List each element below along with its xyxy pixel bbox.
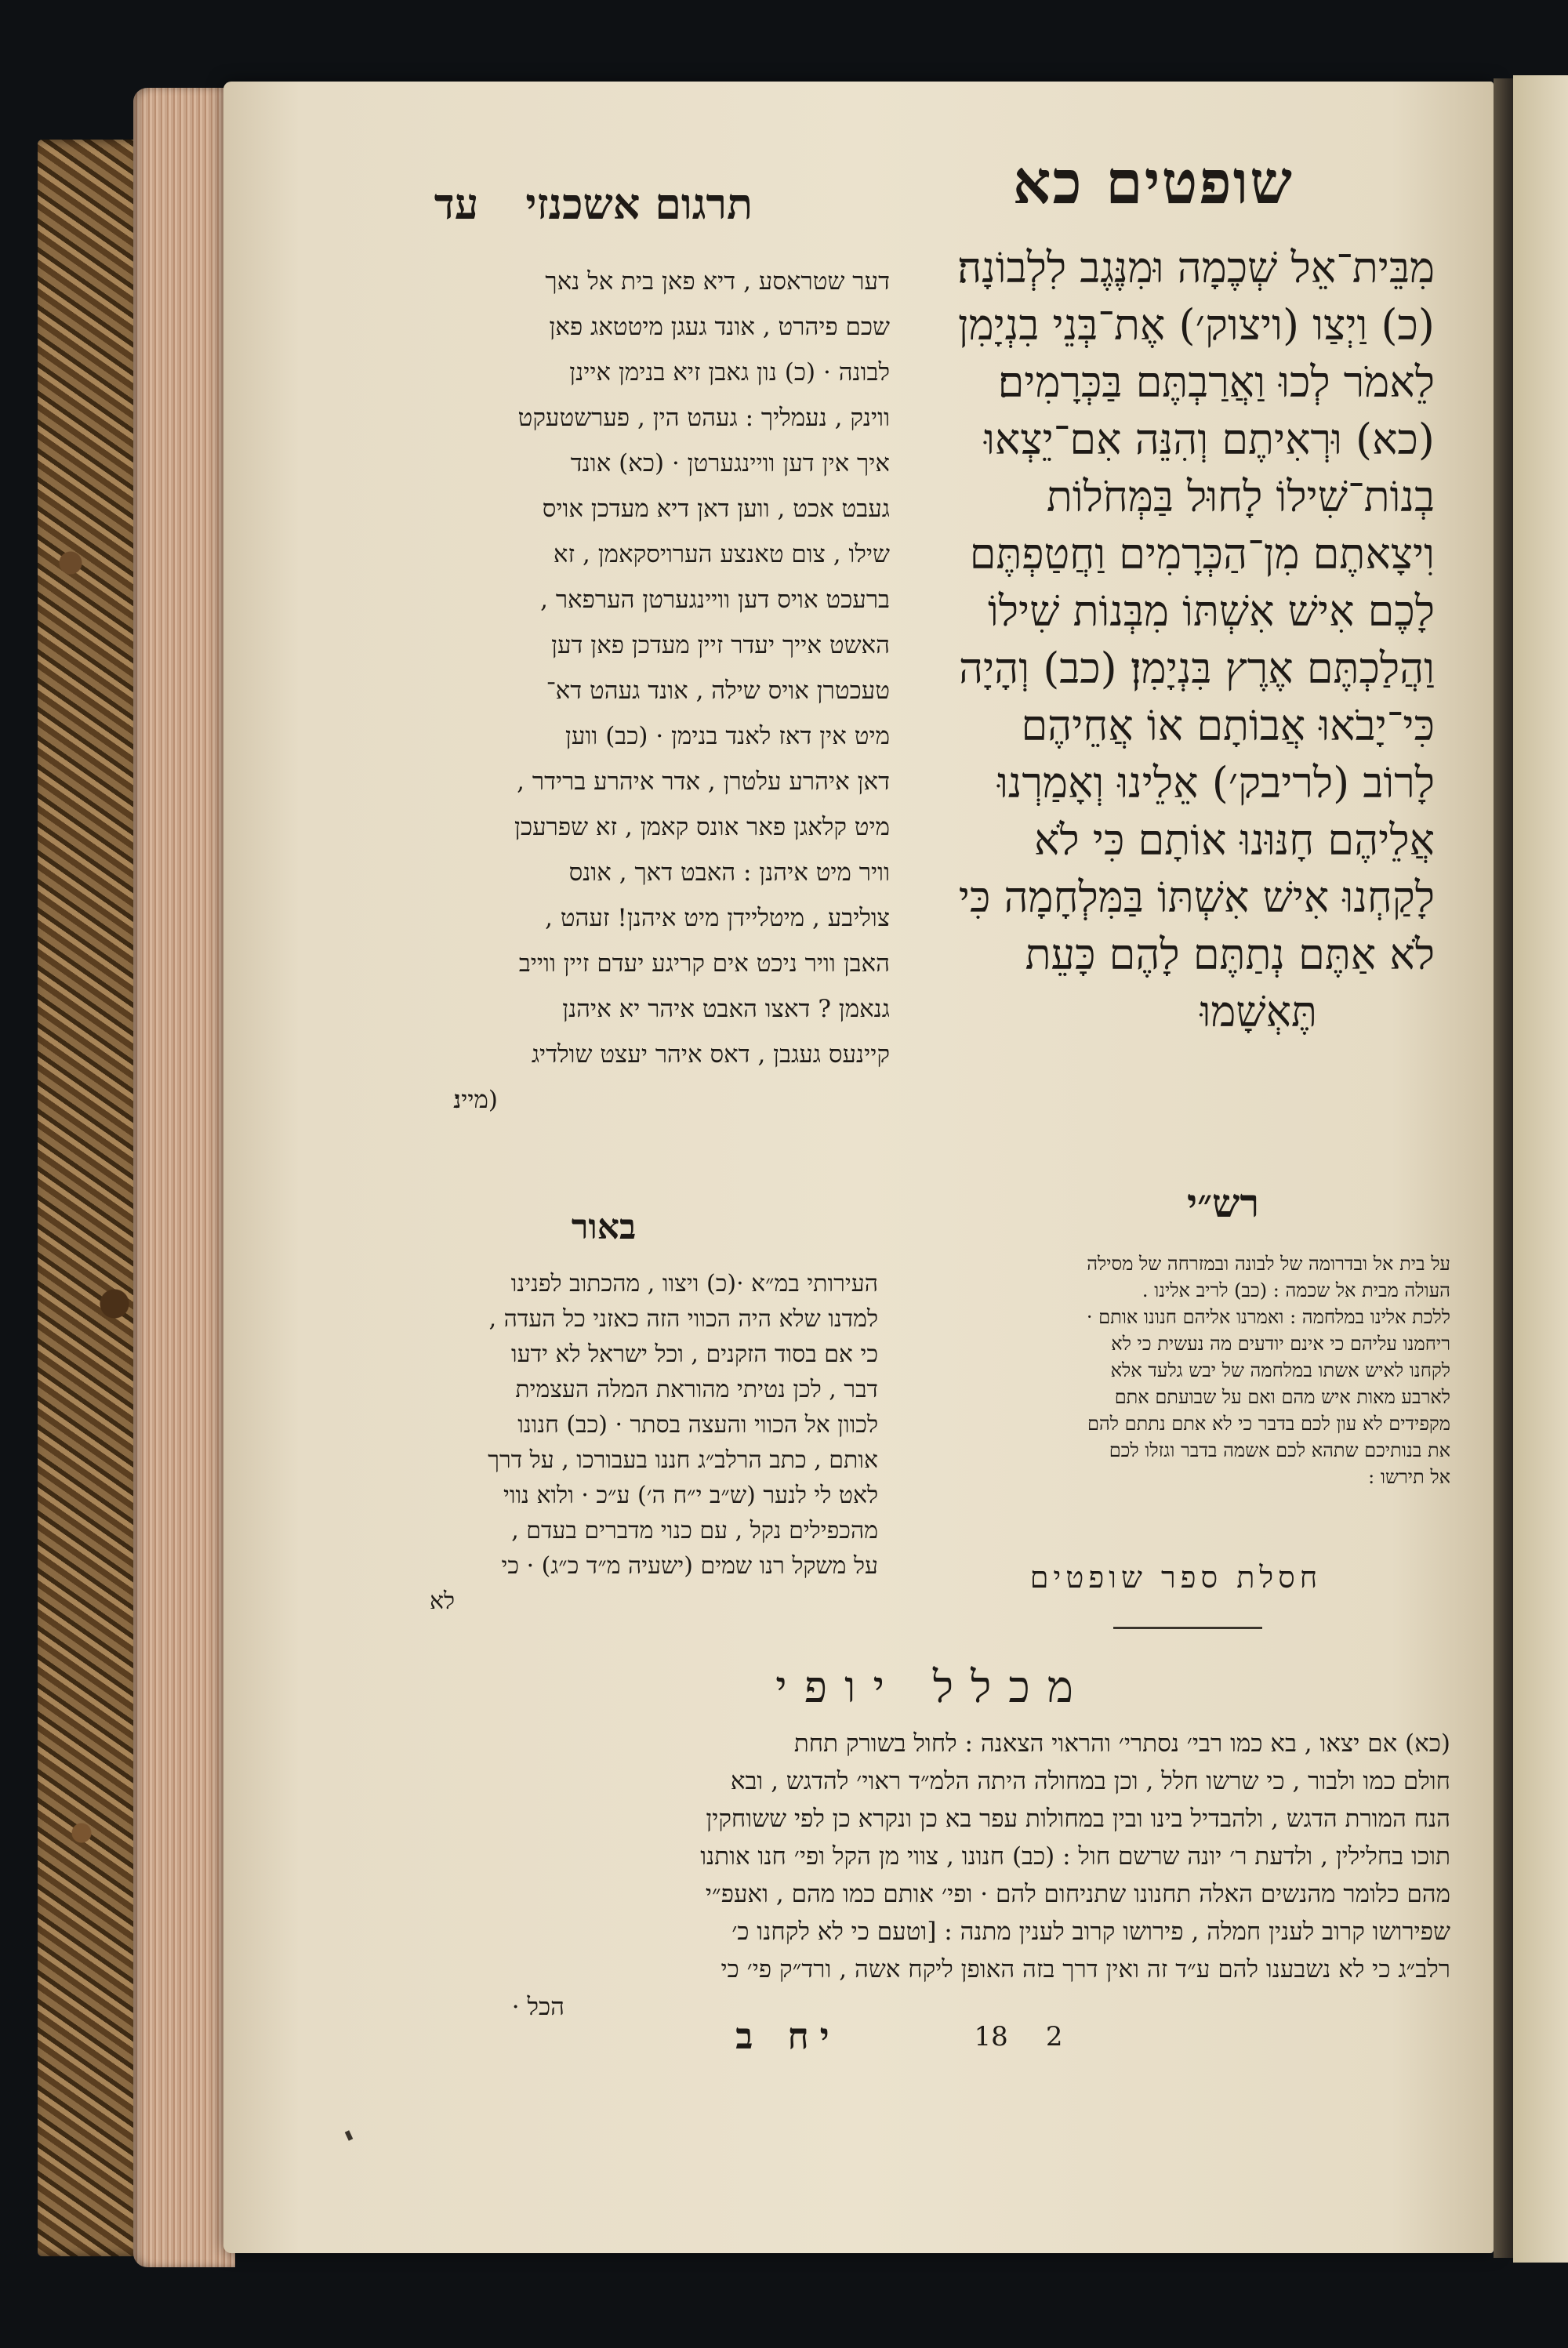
translation-line: וויר מיט איהנן : האבט דאך , אונס	[568, 858, 890, 887]
translation-line: געבט אכט , ווען דאן דיא מעדכן אויס	[542, 495, 890, 523]
mikhlal-line: שפירושו קרוב לענין חמלה , פירושו קרוב לענין מתנה : [וטעם כי לא לקחנו כ׳	[731, 1918, 1450, 1946]
translation-line: שילו , צום טאנצע הערויסקאמן , זא	[553, 540, 890, 568]
biur-line: על משקל רנו שמים (ישעיה מ״ד כ״ג) · כי	[501, 1552, 878, 1580]
verse-line: (כ) וַיְצַו (ויצוק׳) אֶת־בְּנֵי בִנְיָמִן	[957, 300, 1435, 350]
biur-line: לא	[429, 1588, 455, 1615]
translation-line: דער שטראסע , דיא פאן בית אל נאך	[545, 267, 890, 296]
translation-line: האשט אייך יעדר זיין מעדכן פאן דען	[551, 631, 890, 659]
mikhlal-line: חולם כמו ולבור , כי שרשו חלל , וכן במחולה היתה הלמ״ד ראוי׳ להדגש , ובא	[730, 1767, 1450, 1795]
mikhlal-line: תוכו בחלילין , ולדעת ר׳ יונה שרשם חול : (כב) חנונו , צווי מן הקל ופי׳ חנו אותנו	[700, 1842, 1450, 1871]
verse-line: לָקַחְנוּ אִישׁ אִשְׁתּוֹ בַּמִּלְחָמָה כִּי	[958, 873, 1435, 922]
mikhlal-yofi-heading: מכלל יופי	[775, 1662, 1091, 1713]
mikhlal-line: הכל ·	[511, 1993, 564, 2021]
german-translation-block	[310, 259, 890, 1123]
translation-line: גנאמן ? דאצו האבט איהר יא איהנן	[562, 995, 890, 1023]
biur-line: לאט לי לנער (ש״ב י״ח ה׳) ע״כ · ולוא נווי	[503, 1482, 878, 1509]
mikhlal-line: הנח המורת הדגש , ולהבדיל בינו ובין במחולות עפר בא כן ונקרא כן לפי ששוחקין	[706, 1805, 1450, 1833]
translation-line: דאן איהרע עלטרן , אדר איהרע ברידר ,	[517, 768, 890, 796]
facing-page-edge	[1513, 75, 1568, 2263]
biur-line: למדנו שלא היה הכווי הזה כאזני כל העדה ,	[488, 1305, 878, 1333]
verse-line: אֲלֵיהֶם חָנּוּנוּ אוֹתָם כִּי לֹא	[1033, 815, 1435, 865]
verse-line: (כא) וּרְאִיתֶם וְהִנֵּה אִם־יֵצְאוּ	[984, 415, 1435, 464]
verse-line: וִיצָאתֶם מִן־הַכְּרָמִים וַחֲטַפְתֶּם	[969, 529, 1435, 579]
verse-line: בְנוֹת־שִׁילוֹ לָחוּל בַּמְּחֹלוֹת	[1046, 472, 1435, 521]
translation-line: מיט אין דאז לאנד בנימן · (כב) ווען	[565, 722, 890, 750]
translation-line: ברעכט אויס דען וויינגערטן הערפאר ,	[540, 586, 890, 614]
folio-number: עד	[434, 179, 479, 229]
page-stack-edge	[133, 88, 235, 2267]
verse-line: לָרוֹב (לריבק׳) אֵלֵינוּ וְאָמַרְנוּ	[997, 758, 1435, 807]
gathering-mark: 2	[1045, 2021, 1063, 2052]
translation-line: ווינק , נעמליך : געהט הין , פערשטעקט	[517, 404, 890, 432]
biur-line: כי אם בסוד הזקנים , וכל ישראל לא ידעו	[511, 1341, 878, 1368]
biur-line: לכוון אל הכווי והעצה בסתר · (כב) חנונו	[517, 1411, 878, 1439]
verse-line: תֶּאְשָׁמוּ	[1200, 987, 1317, 1036]
biur-line: העירותי במ״א ·(כ) ויצוו , מהכתוב לפנינו	[510, 1270, 878, 1297]
rashi-line: ללכת אלינו במלחמה : ואמרנו אליהם חנונו אותם ·	[1086, 1306, 1450, 1328]
verse-line: לָכֶם אִישׁ אִשְׁתּוֹ מִבְּנוֹת שִׁילוֹ	[987, 586, 1435, 636]
book-gutter	[1494, 78, 1513, 2258]
translation-line: לבונה · (כ) נון גאבן זיא בנימן איינן	[569, 358, 890, 386]
rashi-commentary-block	[909, 1250, 1450, 1490]
rashi-heading: רש״י	[1186, 1180, 1260, 1226]
footer-page-number	[933, 2021, 1066, 2052]
translation-line: מיט קלאגן פאר אונס קאמן , זא שפרעכן	[514, 813, 890, 841]
book-cover-marbled-edge	[38, 140, 147, 2256]
mikhlal-line: רלב״ג כי לא נשבענו להם ע״ד זה ואין דרך בזה האופן ליקח אשה , ורד״ק פי׳ כי	[720, 1955, 1450, 1983]
running-head-book-chapter: שופטים כא	[1012, 147, 1294, 217]
rashi-line: אל תירשו :	[1368, 1466, 1450, 1488]
verse-line: לֹא אַתֶּם נְתַתֶּם לָהֶם כָּעֵת	[1025, 930, 1435, 979]
translation-line: איך אין דען וויינגערטן · (כא) אונד	[570, 449, 890, 477]
mikhlal-line: (כא) אם יצאו , בא כמו רבי׳ נסתרי׳ והראוי הצאנה : לחול בשורק תחת	[793, 1729, 1450, 1758]
signature-mark: יח ב	[735, 2015, 840, 2057]
rashi-line: מקפידים לא עון לכם בדבר כי לא אתם נתתם להם	[1087, 1413, 1450, 1435]
translation-line: (מיינ׃	[453, 1086, 498, 1114]
translation-line: האבן וויר ניכט אים קריגע יעדם זיין ווייב	[518, 949, 890, 978]
rashi-line: על בית אל ובדרומה של לבונה ובמזרחה של מסילה	[1087, 1253, 1450, 1275]
translation-line: שכם פיהרט , אונד געגן מיטטאג פאן	[549, 313, 890, 341]
mikhlal-line: מהם כלומר מהנשים האלה תחנונו שתניחום להם · ופי׳ אותם כמו מהם , ואעפ״י	[705, 1880, 1450, 1908]
rashi-line: לארבע מאות איש מהם ואם על שבועתם אתם	[1114, 1386, 1450, 1408]
verse-line: מִבֵּית־אֵל שְׁכֶמָה וּמִנֶּגֶב לִלְבוֹנָה׃	[957, 243, 1435, 292]
rashi-line: ריחמנו עליהם כי אינם יודעים מה נעשית כי לא	[1111, 1333, 1450, 1355]
biur-line: אותם , כתב הרלב״ג חננו בעבורכו , על דרך	[488, 1446, 878, 1474]
translation-line: צוליבע , מיטליידן מיט איהנן! זעהט ,	[545, 904, 890, 932]
biur-line: מהכפילים נקל , עם כנוי מדברים בעדם ,	[511, 1517, 878, 1544]
rashi-line: את בנותיכם שתהא לכם אשמה בדבר וגזלו לכם	[1109, 1439, 1450, 1461]
verse-line: לֵאמֹר לְכוּ וַאֲרַבְתֶּם בַּכְּרָמִים׃	[997, 357, 1435, 407]
running-head-targum-label: תרגום אשכנזי	[525, 179, 753, 229]
verse-line: וַהֲלַכְתֶּם אֶרֶץ בִּנְיָמִן׃ (כב) וְהָיָה	[958, 644, 1435, 693]
biur-line: דבר , לכן נטיתי מהוראת המלה העצמית	[515, 1376, 878, 1403]
divider-rule	[1113, 1627, 1262, 1629]
biblical-verse-block	[894, 239, 1435, 1040]
rashi-line: העולה מבית אל שכמה : (כב) לריב אלינו .	[1142, 1279, 1450, 1301]
verse-line: כִּי־יָבֹאוּ אֲבוֹתָם אוֹ אֲחֵיהֶם	[1021, 701, 1435, 750]
mikhlal-yofi-block	[310, 1725, 1450, 2026]
page-number: 18	[974, 2021, 1008, 2052]
biur-heading: באור	[571, 1207, 637, 1247]
translation-line: טעכטרן אויס שילה , אונד געהט דא־	[546, 677, 890, 705]
biur-commentary-block	[314, 1266, 878, 1619]
running-head-targum	[314, 179, 753, 229]
rashi-line: לקחנו לאיש אשתו במלחמה של יבש גלעד אלא	[1110, 1359, 1450, 1381]
translation-line: קיינעס געגבן , דאס איהר יעצט שולדיג	[531, 1040, 890, 1069]
book-end-colophon: חסלת ספר שופטים	[1029, 1560, 1323, 1595]
